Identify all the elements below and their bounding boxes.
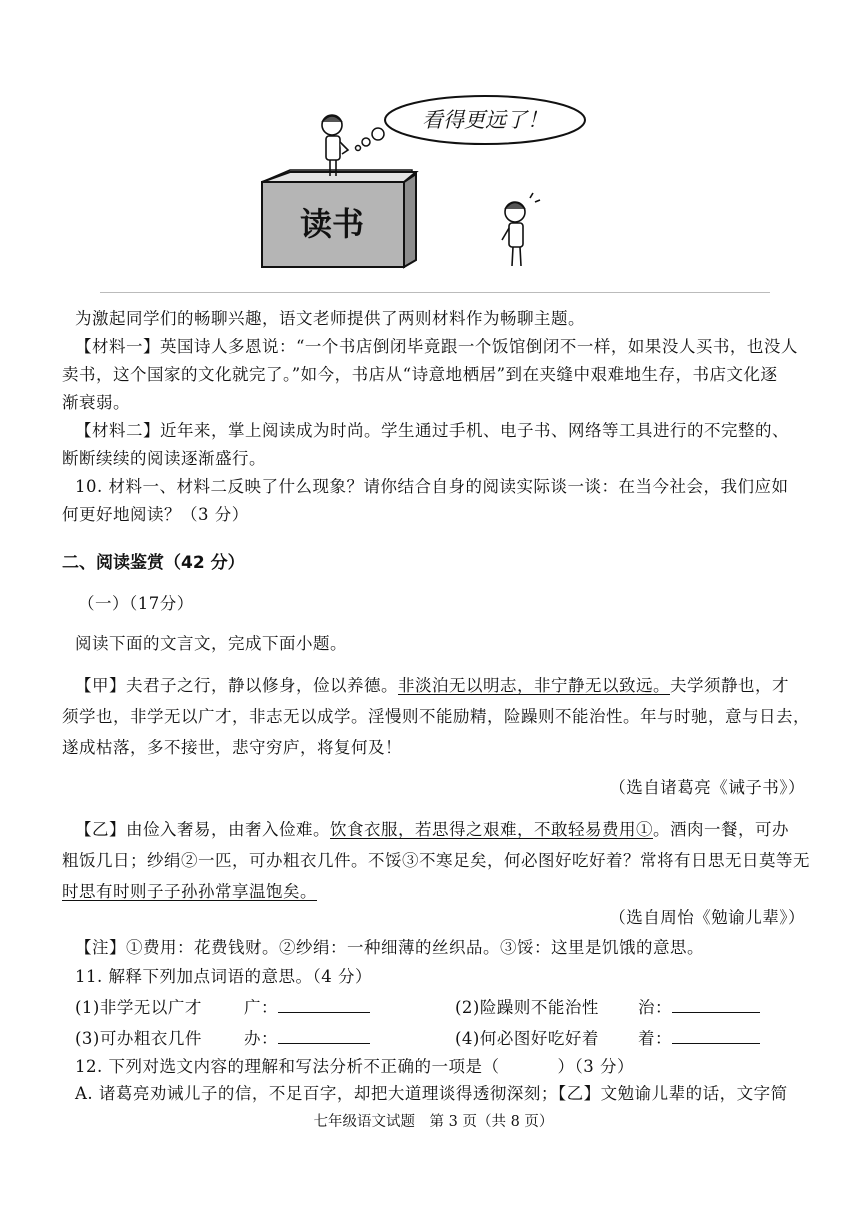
material-1-line-2: 卖书，这个国家的文化就完了。”如今，书店从“诗意地栖居”到在夹缝中艰难地生存，书店文化逐 [62,365,778,384]
passage-jia-text-b: 夫学须静也，才 [670,676,789,695]
page-footer: 七年级语文试题 第 3 页（共 8 页） [313,1114,554,1130]
q11-item-2 [455,994,599,1018]
q11-answer-blank-4[interactable] [672,1027,760,1044]
question-10-line-1: 10. 材料一、材料二反映了什么现象？请你结合自身的阅读实际谈一谈：在当今社会，我们应如 [75,477,789,496]
question-12-stem-b: ）（3 分） [557,1057,634,1076]
q11-item-1-text: (1)非学无以广才 [75,998,202,1017]
book-text: 读书 [299,205,365,243]
q11-item-3-word: 办： [244,1029,278,1048]
material-2-line-1: 【材料二】近年来，掌上阅读成为时尚。学生通过手机、电子书、网络等工具进行的不完整的、 [75,421,789,440]
material-1-line-3: 渐衰弱。 [62,393,130,412]
q11-item-2-text: (2)险躁则不能治性 [455,998,599,1017]
q11-item-1 [75,994,202,1018]
short-person-icon [502,193,540,266]
passage-jia-text-a: 【甲】夫君子之行，静以修身，俭以养德。 [75,676,398,695]
q11-item-2-answer [638,994,760,1018]
separator-line [100,292,770,293]
material-2-line-2: 断断续续的阅读逐渐盛行。 [62,449,266,468]
q11-item-4-word: 着： [638,1029,672,1048]
q11-answer-blank-1[interactable] [278,996,370,1013]
section-2-subheading: （一）（17分） [78,594,194,613]
question-12-stem [75,1053,634,1077]
passage-jia-underlined: 非淡泊无以明志，非宁静无以致远。 [398,676,670,695]
q11-item-2-word: 治： [638,998,672,1017]
q11-item-1-word: 广： [244,998,278,1017]
passage-yi-source: （选自周怡《勉谕儿辈》） [609,908,805,927]
passage-jia-source: （选自诸葛亮《诫子书》） [609,778,805,797]
tall-person-icon [322,115,348,176]
annotation-note: 【注】①费用：花费钱财。②纱绢：一种细薄的丝织品。③馁：这里是饥饿的意思。 [75,938,704,957]
passage-yi-text-b: 。酒肉一餐，可办 [653,820,789,839]
material-1-line-1: 【材料一】英国诗人多恩说：“一个书店倒闭毕竟跟一个饭馆倒闭不一样，如果没人买书，也没人 [75,337,798,356]
question-11-stem: 11. 解释下列加点词语的意思。（4 分） [75,967,372,986]
q11-answer-blank-2[interactable] [672,996,760,1013]
passage-yi-line-3: 时思有时则子子孙孙常享温饱矣。 [62,882,317,901]
passage-yi-line-1 [75,816,789,840]
question-10-line-2: 何更好地阅读？（3 分） [62,505,249,524]
passage-jia-line-3: 遂成枯落，多不接世，悲守穷庐，将复何及！ [62,738,402,757]
q11-answer-blank-3[interactable] [278,1027,370,1044]
question-12-stem-a: 12. 下列对选文内容的理解和写法分析不正确的一项是（ [75,1057,500,1076]
q11-item-3-text: (3)可办粗衣几件 [75,1029,202,1048]
reading-instruction: 阅读下面的文言文，完成下面小题。 [75,634,347,653]
passage-jia-line-2: 须学也，非学无以广才，非志无以成学。淫慢则不能励精，险躁则不能治性。年与时驰，意与日去， [62,707,810,726]
bubble-text: 看得更远了！ [422,108,548,132]
q11-item-1-answer [244,994,370,1018]
intro-lead: 为激起同学们的畅聊兴趣，语文老师提供了两则材料作为畅聊主题。 [75,309,585,328]
cartoon-illustration [250,90,610,280]
passage-yi-line-2: 粗饭几日；纱绢②一匹，可办粗衣几件。不馁③不寒足矣，何必图好吃好着？常将有日思无日莫等无 [62,851,810,870]
q11-item-4-answer [638,1025,760,1049]
passage-yi-underlined: 饮食衣服，若思得之艰难，不敢轻易费用① [330,820,653,839]
q11-item-3 [75,1025,202,1049]
q11-item-4 [455,1025,599,1049]
passage-yi-text-a: 【乙】由俭入奢易，由奢入俭难。 [75,820,330,839]
q11-item-3-answer [244,1025,370,1049]
passage-jia-line-1 [75,672,789,696]
section-2-heading: 二、阅读鉴赏（42 分） [62,553,245,573]
question-12-option-a: A. 诸葛亮劝诫儿子的信，不足百字，却把大道理谈得透彻深刻；【乙】文勉谕儿辈的话，文字简 [75,1084,788,1103]
q11-item-4-text: (4)何必图好吃好着 [455,1029,599,1048]
